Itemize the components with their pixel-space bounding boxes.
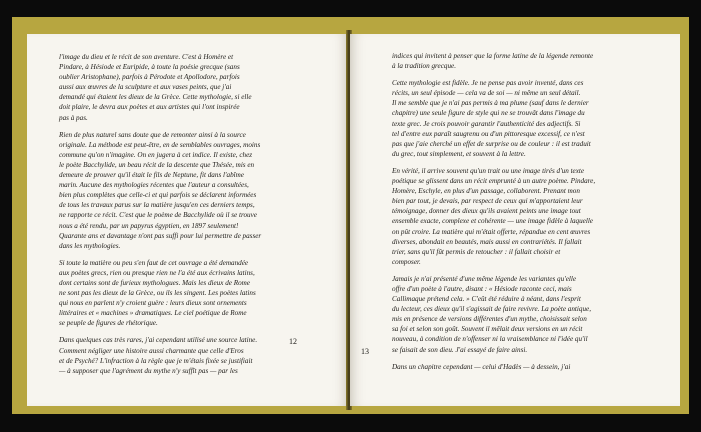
text-line: Homère, Eschyle, en plus d'un passage, collaborent. Prenant mon — [392, 187, 580, 196]
text-line: dans les mythologies. — [59, 241, 121, 250]
text-line: Jamais je n'ai présenté d'une même légende les variantes qu'elle — [392, 274, 577, 283]
text-line: du grec, tout simplement, et souvent à la lettre. — [392, 149, 526, 158]
paragraph — [59, 130, 332, 251]
text-line: chapitre) une seule figure de style qui ne se trouvât dans l'image du — [392, 109, 585, 118]
text-line: Callimaque prétend cela. » C'eût été réduire à néant, dans l'esprit — [392, 295, 581, 304]
paragraph — [392, 362, 666, 372]
text-line: témoignage, donner des dieux qu'ils avaient peints une image tout — [392, 207, 581, 216]
text-line: littéraires et « machines » dramatiques. Le ciel poétique de Rome — [59, 309, 247, 318]
left-page — [27, 34, 348, 406]
text-line: ne rapporte ce récit. C'est que le poème de Bacchylide où il se trouve — [59, 211, 257, 220]
paragraph — [392, 166, 666, 267]
text-line: on pût croire. La matière qui m'était offerte, répandue en cent œuvres — [392, 227, 591, 236]
text-line: Rien de plus naturel sans doute que de remonter ainsi à la source — [59, 130, 246, 139]
text-line: mis en présence de versions différentes d'un mythe, choisissait selon — [392, 315, 587, 324]
text-line: bien plus complètes que celle-ci et qui parfois se déclarent informées — [59, 191, 257, 200]
text-line: bien par tout, je devais, par respect de ceux qui m'apportaient leur — [392, 197, 583, 206]
text-line: à la tradition grecque. — [392, 62, 456, 71]
paragraph — [392, 78, 666, 159]
page-number-left: 12 — [289, 337, 297, 346]
text-line: Dans quelques cas très rares, j'ai cependant utilisé une source latine. — [59, 336, 258, 345]
text-line: tel d'entre eux paraît saugrenu ou d'un pittoresque excessif, ce n'est — [392, 129, 585, 138]
text-line: l'image du dieu et le récit de son aventure. C'est à Homère et — [59, 53, 234, 61]
paragraph — [59, 52, 332, 123]
text-line: commune qu'on n'imagine. On en jugera à cet indice. Il existe, chez — [59, 150, 253, 159]
text-line: offre d'un poète à l'autre, disant : « Hésiode raconte ceci, mais — [392, 284, 572, 293]
text-line: indices qui invitent à penser que la forme latine de la légende remonte — [392, 52, 594, 60]
text-line: Si toute la matière ou peu s'en faut de cet ouvrage a été demandée — [59, 258, 249, 267]
text-line: du lecteur, ces dieux qu'il s'agissait de faire revivre. La poète antique, — [392, 305, 591, 314]
text-line: ne sont pas les dieux de la Grèce, ou ils les singent. Les poètes latins — [59, 289, 256, 298]
text-line: trier, sans qu'il fût permis de retoucher : il fallait choisir et — [392, 247, 561, 256]
text-line: sa foi et selon son goût. Souvent il mêlait deux versions en un récit — [392, 325, 583, 334]
text-line: Il me semble que je n'ai pas permis à ma plume (sauf dans le dernier — [392, 99, 589, 108]
paragraph — [392, 274, 666, 355]
text-line: poétique se glissent dans un récit emprunté à un autre poème. Pindare, — [392, 177, 596, 186]
text-line: qui nous en parlent n'y croient guère : leurs dieux sont ornements — [59, 299, 247, 308]
text-line: Pindare, à Hésiode et Euripide, à toute la poésie grecque (sans — [59, 63, 240, 72]
text-line: récits, un seul épisode — cela va de soi — ni même un seul détail. — [392, 89, 581, 98]
text-line: Comment négliger une histoire aussi charmante que celle d'Eros — [59, 346, 244, 355]
left-page-text — [59, 52, 332, 376]
text-line: texte grec. Je crois pouvoir garantir l'authenticité des adjectifs. Si — [392, 119, 581, 128]
text-line: dont certains sont de furieux mythologues. Mais les dieux de Rome — [59, 278, 250, 287]
page-number-right: 13 — [361, 347, 369, 356]
text-line: demandé qui étaient les dieux de la Grèce. Cette mythologie, si elle — [59, 93, 252, 102]
text-line: oublier Aristophane), parfois à Pérodote et Apollodore, parfois — [59, 73, 240, 82]
paragraph — [392, 51, 666, 71]
right-page-text — [392, 51, 666, 372]
text-line: Quarante ans et davantage n'ont pas suffi pour lui permettre de passer — [59, 231, 262, 240]
text-line: aux poètes grecs, rien ou presque rien ne l'a été aux écrivains latins, — [59, 268, 255, 277]
text-line: pas que j'aie cherché un effet de surprise ou de couleur : il est traduit — [392, 139, 591, 148]
paragraph — [59, 258, 332, 329]
text-line: ensemble exacte, complexe et cohérente — une image fidèle à laquelle — [392, 217, 593, 226]
text-line: pas à pas. — [59, 113, 88, 122]
text-line: nous a été rendu, par un papyrus égyptien, en 1897 seulement! — [59, 221, 239, 230]
right-page — [350, 34, 680, 406]
text-line: — à supposer que l'agrément du mythe n'y suffît pas — par les — [59, 366, 238, 375]
text-line: composer. — [392, 257, 421, 266]
text-line: demeure de prouver qu'il était le fils de Neptune, fit dans l'abîme — [59, 171, 244, 180]
text-line: aussi aux œuvres de la sculpture et aux vases peints, que j'ai — [59, 83, 232, 92]
text-line: En vérité, il arrive souvent qu'un trait ou une image tirés d'un texte — [392, 166, 585, 175]
text-line: diverses, abondait en beautés, mais aussi en contrariétés. Il fallait — [392, 237, 582, 246]
text-line: Dans un chapitre cependant — celui d'Hadès — à dessein, j'ai — [392, 362, 571, 371]
text-line: se peuple de figures de rhétorique. — [59, 319, 158, 328]
text-line: doit plaire, le devra aux poètes et aux artistes qui l'ont inspirée — [59, 103, 240, 112]
text-line: originale. La méthode est peut-être, en de semblables ouvrages, moins — [59, 140, 261, 149]
text-line: se faisait de son dieu. J'ai essayé de faire ainsi. — [392, 345, 528, 354]
text-line: et de Psyché? L'infraction à la règle que je m'étais fixée se justifiait — [59, 356, 253, 365]
text-line: Cette mythologie est fidèle. Je ne pense pas avoir inventé, dans ces — [392, 79, 584, 88]
text-line: le poète Bacchylide, un beau récit de la descente que Thésée, mis en — [59, 160, 255, 169]
text-line: marin. Aucune des mythologies récentes que l'auteur a consultées, — [59, 181, 249, 190]
text-line: nouveau, à condition de n'offenser ni la vraisemblance ni l'idée qu'il — [392, 335, 588, 344]
text-line: de tous les travaux parus sur la matière jusqu'en ces derniers temps, — [59, 201, 255, 210]
